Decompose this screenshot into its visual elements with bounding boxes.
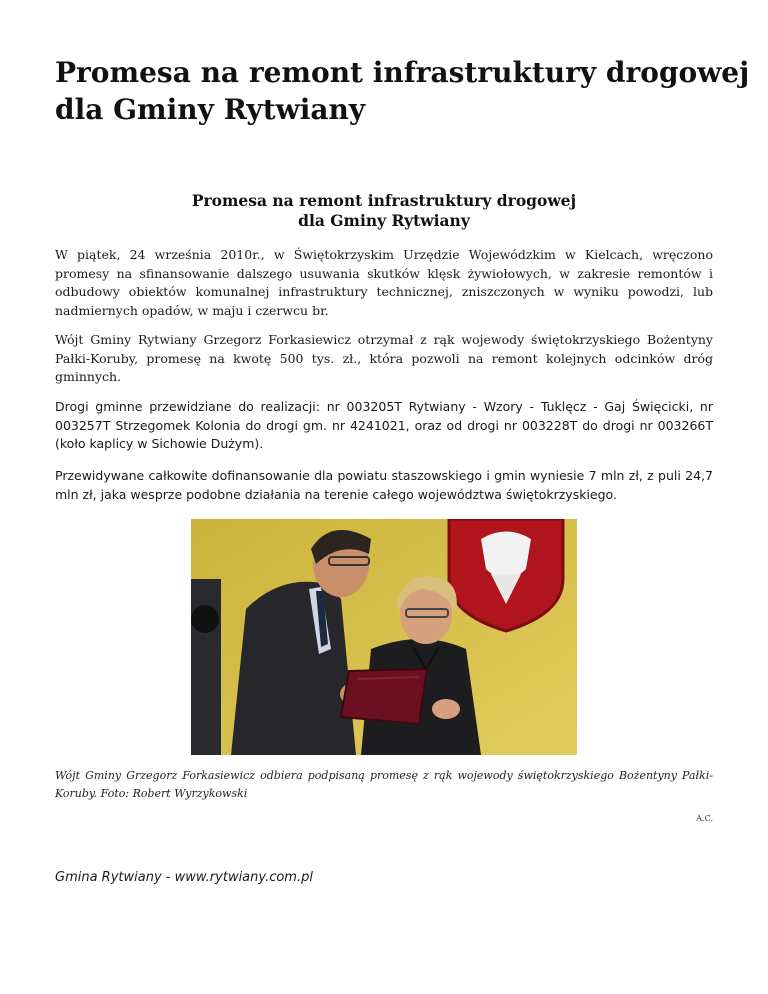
article-subtitle: [55, 191, 713, 231]
footer-text: Gmina Rytwiany - www.rytwiany.com.pl: [55, 870, 313, 885]
photo-caption: Wójt Gminy Grzegorz Forkasiewicz odbiera podpisaną promesę z rąk wojewody świętokrzyskiego Bożentyny Pałki-Koruby. Foto: Robert Wyrzykowski: [55, 769, 713, 800]
author-initials: A.C.: [696, 814, 713, 823]
subtitle-line-2: dla Gminy Rytwiany: [298, 211, 470, 230]
paragraph-3: Drogi gminne przewidziane do realizacji: nr 003205T Rytwiany - Wzory - Tuklęcz - Gaj Święcicki, nr 003257T Strzegomek Kolonia do drogi gm. nr 4241021, oraz od drogi nr 003228T do drogi nr 003266T (koło kaplicy w Sichowie Dużym).: [55, 399, 713, 451]
paragraph-2: Wójt Gminy Rytwiany Grzegorz Forkasiewicz otrzymał z rąk wojewody świętokrzyskiego Bożentyny Pałki-Koruby, promesę na kwotę 500 tys. zł., która pozwoli na remont kolejnych odcinków dróg gminnych.: [55, 332, 713, 384]
article-photo: [191, 519, 577, 755]
page-title: Promesa na remont infrastruktury drogowej dla Gminy Rytwiany: [55, 56, 750, 126]
paragraph-1: W piątek, 24 września 2010r., w Świętokrzyskim Urzędzie Wojewódzkim w Kielcach, wręczono promesy na sfinansowanie dalszego usuwania skutków klęsk żywiołowych, w zakresie remontów i odbudowy obiektów komunalnej infrastruktury technicznej, zniszczonych w wyniku powodzi, lub nadmiernych opadów, w maju i czerwcu br.: [55, 247, 713, 318]
folder-icon: [341, 669, 427, 724]
paragraph-4: Przewidywane całkowite dofinansowanie dla powiatu staszowskiego i gmin wyniesie 7 mln zł, z puli 24,7 mln zł, jaka wesprze podobne działania na terenie całego województwa świętokrzyskiego.: [55, 468, 713, 502]
photo-illustration: [191, 519, 577, 755]
subtitle-line-1: Promesa na remont infrastruktury drogowej: [191, 191, 577, 210]
